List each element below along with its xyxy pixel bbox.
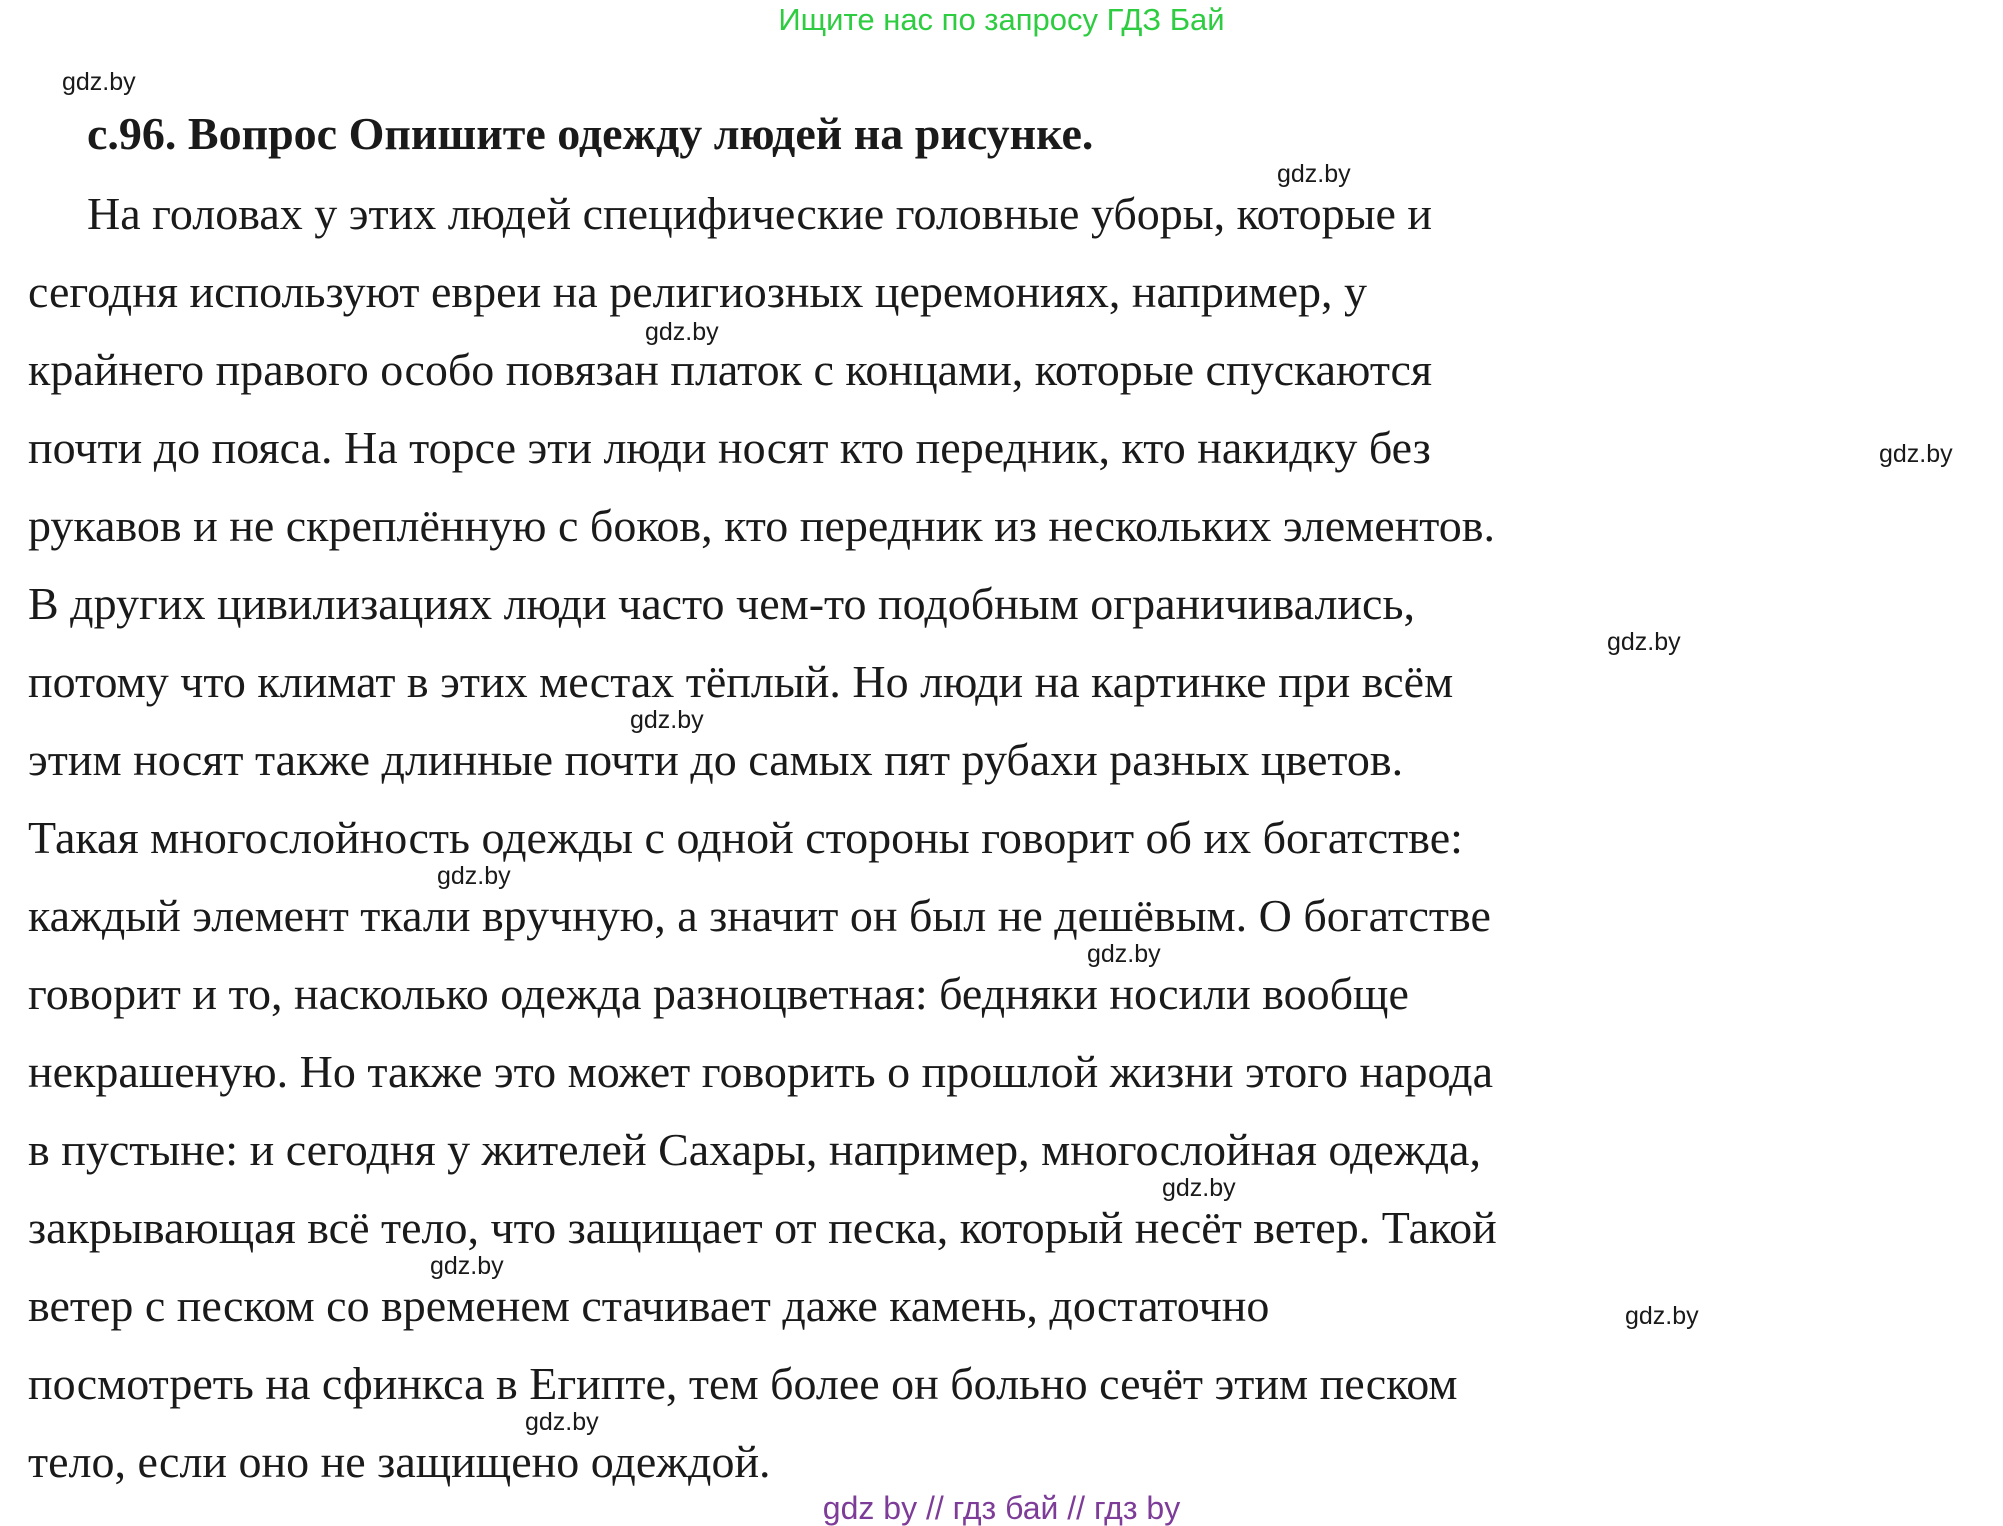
watermark: gdz.by	[1879, 440, 1953, 468]
watermark: gdz.by	[430, 1252, 504, 1280]
watermark: gdz.by	[1162, 1174, 1236, 1202]
watermark: gdz.by	[630, 706, 704, 734]
answer-line: каждый элемент ткали вручную, а значит он был не дешёвым. О богатстве	[28, 890, 1491, 941]
question-heading: с.96. Вопрос Опишите одежду людей на рисунке.	[87, 108, 1094, 159]
watermark: gdz.by	[437, 862, 511, 890]
watermark: gdz.by	[525, 1408, 599, 1436]
footer-links: gdz by // гдз бай // гдз by	[822, 1490, 1181, 1526]
answer-line: закрывающая всё тело, что защищает от песка, который несёт ветер. Такой	[28, 1202, 1497, 1253]
watermark: gdz.by	[1087, 940, 1161, 968]
answer-line: тело, если оно не защищено одеждой.	[28, 1436, 771, 1487]
answer-line: этим носят также длинные почти до самых пят рубахи разных цветов.	[28, 734, 1404, 785]
watermark: gdz.by	[1625, 1302, 1699, 1330]
answer-line: рукавов и не скреплённую с боков, кто передник из нескольких элементов.	[28, 500, 1495, 551]
answer-line: некрашеную. Но также это может говорить о прошлой жизни этого народа	[28, 1046, 1493, 1097]
answer-line: почти до пояса. На торсе эти люди носят кто передник, кто накидку без	[28, 422, 1431, 473]
answer-line: На головах у этих людей специфические головные уборы, которые и	[87, 188, 1433, 239]
answer-line: В других цивилизациях люди часто чем-то подобным ограничивались,	[28, 578, 1415, 629]
answer-line: в пустыне: и сегодня у жителей Сахары, например, многослойная одежда,	[28, 1124, 1481, 1175]
watermark: gdz.by	[645, 318, 719, 346]
answer-line: крайнего правого особо повязан платок с концами, которые спускаются	[28, 344, 1433, 395]
answer-line: говорит и то, насколько одежда разноцветная: бедняки носили вообще	[28, 968, 1409, 1019]
answer-line: сегодня используют евреи на религиозных церемониях, например, у	[28, 266, 1368, 317]
watermark: gdz.by	[62, 68, 136, 96]
watermark: gdz.by	[1607, 628, 1681, 656]
answer-line: Такая многослойность одежды с одной стороны говорит об их богатстве:	[28, 812, 1463, 863]
answer-line: ветер с песком со временем стачивает даже камень, достаточно	[28, 1280, 1270, 1331]
watermark: gdz.by	[1277, 160, 1351, 188]
search-banner: Ищите нас по запросу ГДЗ Бай	[778, 2, 1225, 37]
answer-line: потому что климат в этих местах тёплый. Но люди на картинке при всём	[28, 656, 1454, 707]
answer-line: посмотреть на сфинкса в Египте, тем более он больно сечёт этим песком	[28, 1358, 1458, 1409]
